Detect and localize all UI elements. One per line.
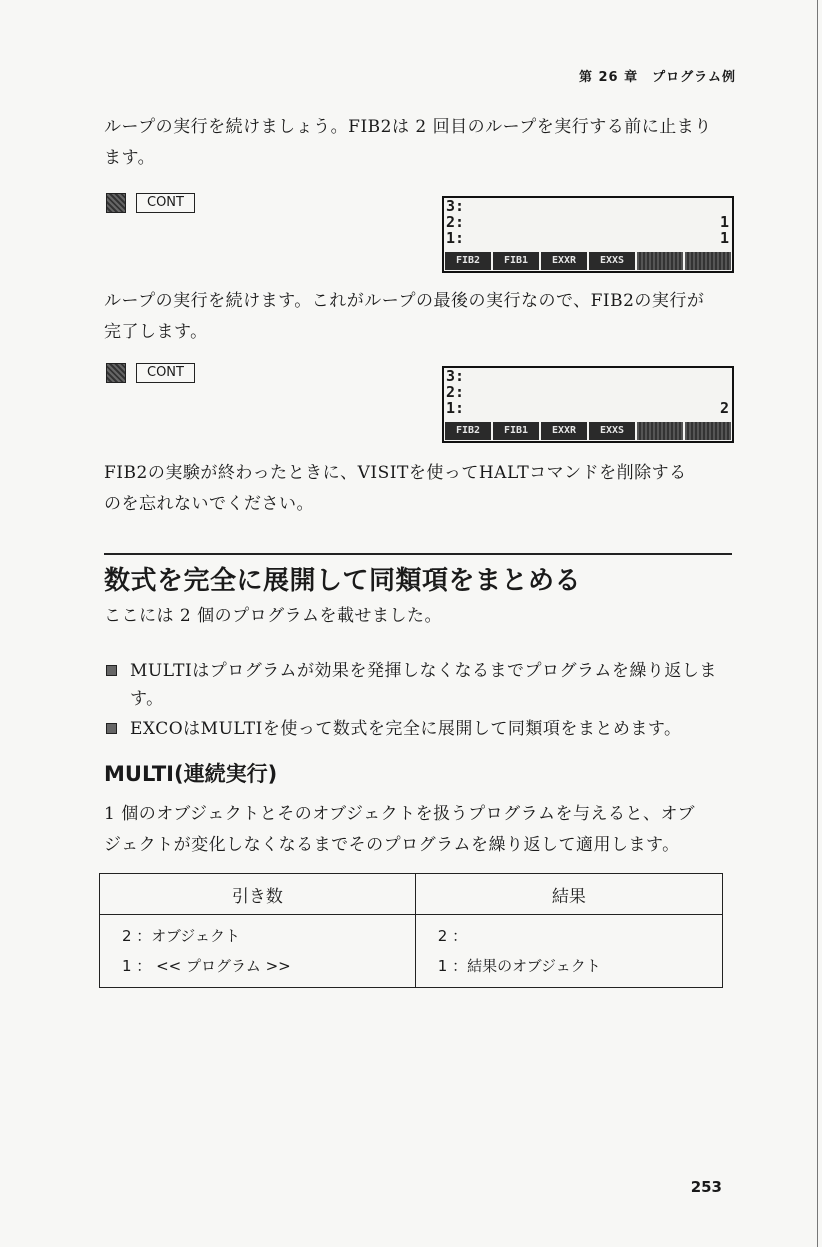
header-arguments: 引き数: [100, 874, 416, 915]
left-shift-key-icon: [106, 363, 126, 383]
stack-level-1: 1: 2: [446, 399, 729, 417]
menu-key-blank: [637, 252, 683, 270]
results-cell: 2 ： 1 ：結果のオブジェクト: [415, 915, 722, 988]
paragraph-line: 完了します。: [104, 322, 208, 342]
subsection-heading: MULTI(連続実行): [104, 762, 278, 786]
arguments-table: [99, 873, 723, 988]
running-head: 第 26 章 プログラム例: [578, 70, 736, 85]
paragraph-line: ループの実行を続けましょう。FIB2は 2 回目のループを実行する前に止まり: [104, 117, 712, 137]
stack-level-2: 2: 1: [446, 213, 729, 231]
paragraph-continue-loop: [104, 112, 732, 174]
paragraph-line: ます。: [104, 148, 156, 168]
menu-key-fib2: FIB2: [445, 252, 491, 270]
section-rule: [104, 553, 732, 555]
list-item: MULTIはプログラムが効果を発揮しなくなるまでプログラムを繰り返します。: [104, 657, 732, 713]
paragraph-line: 1 個のオブジェクトとそのオブジェクトを扱うプログラムを与えると、オブ: [104, 804, 695, 824]
menu-key-fib1: FIB1: [493, 252, 539, 270]
multi-description: [104, 799, 732, 861]
stack-level-3: 3:: [446, 197, 465, 215]
paragraph-line: FIB2の実験が終わったときに、VISITを使ってHALTコマンドを削除する: [104, 463, 687, 483]
arguments-cell: 2 ：オブジェクト 1 ： << プログラム >>: [100, 915, 416, 988]
menu-keys: [444, 421, 732, 441]
section-heading: 数式を完全に展開して同類項をまとめる: [104, 566, 582, 596]
cont-key: CONT: [136, 193, 195, 213]
calculator-display-2: [442, 366, 734, 443]
table-header-row: [100, 874, 723, 915]
menu-key-blank: [637, 422, 683, 440]
menu-key-exxs: EXXS: [589, 422, 635, 440]
table-row: [100, 915, 723, 988]
paragraph-line: ループの実行を続けます。これがループの最後の実行なので、FIB2の実行が: [104, 291, 705, 311]
stack-level-1: 1: 1: [446, 229, 729, 247]
menu-keys: [444, 251, 732, 271]
stack-level-3: 3:: [446, 367, 465, 385]
left-shift-key-icon: [106, 193, 126, 213]
list-item: EXCOはMULTIを使って数式を完全に展開して同類項をまとめます。: [104, 715, 732, 743]
menu-key-fib1: FIB1: [493, 422, 539, 440]
page-number: 253: [690, 1178, 722, 1196]
menu-key-blank: [685, 422, 731, 440]
program-list: [104, 657, 732, 745]
calculator-display-1: [442, 196, 734, 273]
paragraph-visit-halt: [104, 458, 732, 520]
menu-key-fib2: FIB2: [445, 422, 491, 440]
cont-key: CONT: [136, 363, 195, 383]
section-intro: ここには 2 個のプログラムを載せました。: [104, 606, 442, 626]
stack-level-2: 2:: [446, 383, 465, 401]
menu-key-exxr: EXXR: [541, 422, 587, 440]
bullet-square-icon: [106, 665, 117, 676]
paragraph-loop-complete: [104, 286, 732, 348]
keystroke-step-1: [106, 193, 195, 213]
page-edge: [817, 0, 818, 1247]
bullet-square-icon: [106, 723, 117, 734]
paragraph-line: のを忘れないでください。: [104, 494, 314, 514]
menu-key-exxr: EXXR: [541, 252, 587, 270]
keystroke-step-2: [106, 363, 195, 383]
header-results: 結果: [415, 874, 722, 915]
paragraph-line: ジェクトが変化しなくなるまでそのプログラムを繰り返して適用します。: [104, 835, 680, 855]
menu-key-blank: [685, 252, 731, 270]
menu-key-exxs: EXXS: [589, 252, 635, 270]
